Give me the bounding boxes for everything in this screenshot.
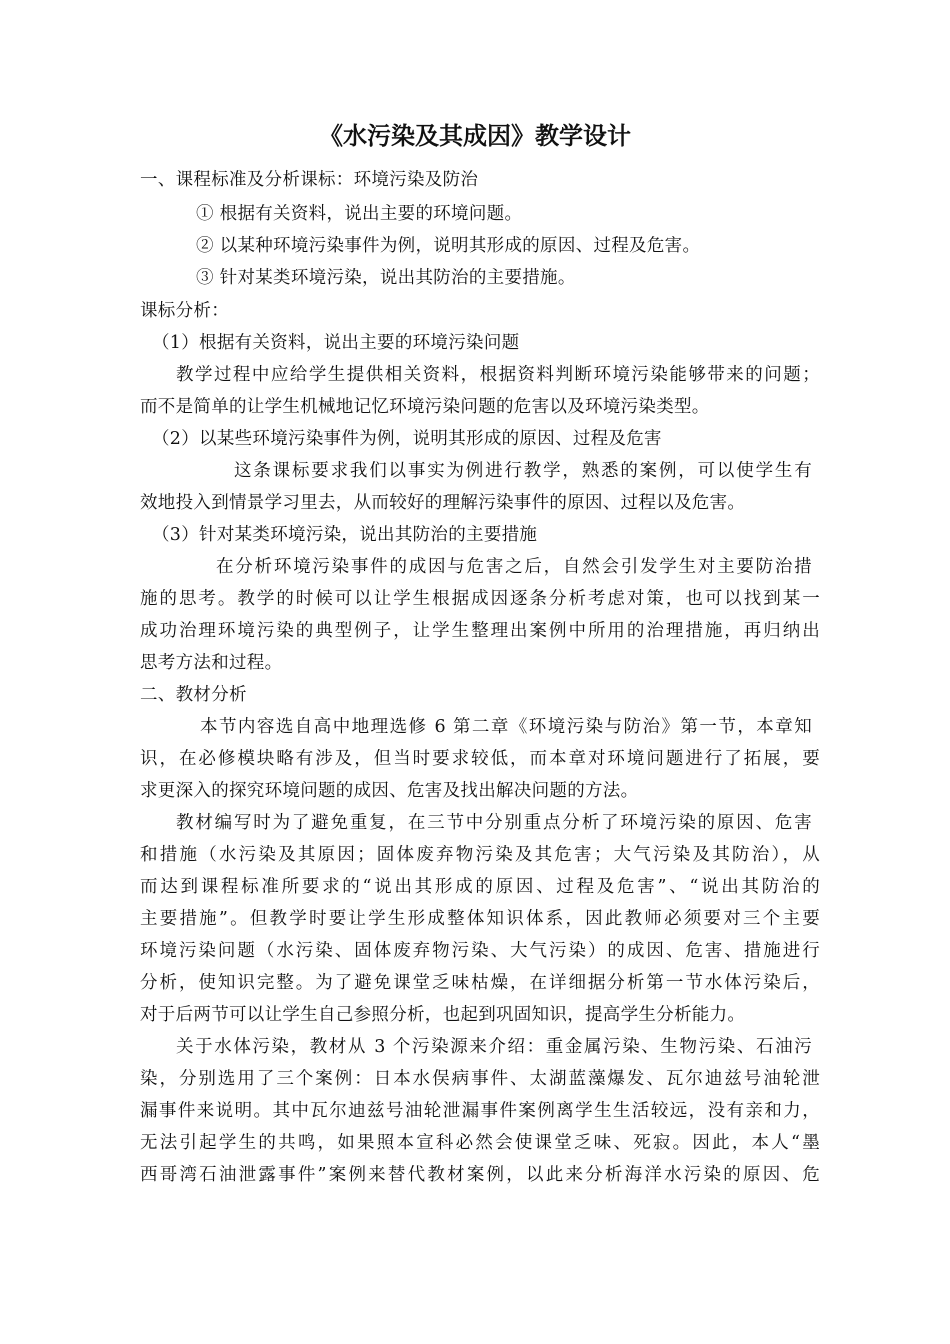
subheading: （2）以某些环境污染事件为例，说明其形成的原因、过程及危害 bbox=[152, 429, 662, 449]
paragraph-line: 而不是简单的让学生机械地记忆环境污染问题的危害以及环境污染类型。 bbox=[140, 397, 710, 417]
subheading: （1）根据有关资料，说出主要的环境污染问题 bbox=[152, 333, 520, 353]
paragraph-line: 主要措施”。但教学时要让学生形成整体知识体系，因此教师必须要对三个主要 bbox=[140, 909, 820, 929]
section-heading: 二、教材分析 bbox=[140, 685, 247, 705]
paragraph-line: 识，在必修模块略有涉及，但当时要求较低，而本章对环境问题进行了拓展，要 bbox=[140, 749, 820, 769]
paragraph-line: 环境污染问题（水污染、固体废弃物污染、大气污染）的成因、危害、措施进行 bbox=[140, 941, 820, 961]
paragraph-line: 染，分别选用了三个案例：日本水俣病事件、太湖蓝藻爆发、瓦尔迪兹号油轮泄 bbox=[140, 1069, 820, 1089]
paragraph-line: 对于后两节可以让学生自己参照分析，也起到巩固知识，提高学生分析能力。 bbox=[140, 1005, 746, 1025]
section-heading: 一、课程标准及分析课标：环境污染及防治 bbox=[140, 170, 479, 190]
paragraph-line: 关于水体污染，教材从 3 个污染源来介绍：重金属污染、生物污染、石油污 bbox=[176, 1037, 812, 1057]
paragraph-line: 施的思考。教学的时候可以让学生根据成因逐条分析考虑对策，也可以找到某一 bbox=[140, 589, 820, 609]
paragraph-line: 这条课标要求我们以事实为例进行教学，熟悉的案例，可以使学生有 bbox=[234, 461, 812, 481]
paragraph-line: 教材编写时为了避免重复，在三节中分别重点分析了环境污染的原因、危害 bbox=[176, 813, 812, 833]
paragraph-line: 教学过程中应给学生提供相关资料，根据资料判断环境污染能够带来的问题； bbox=[176, 365, 820, 385]
document-title: 《水污染及其成因》教学设计 bbox=[319, 122, 631, 150]
paragraph-line: 和措施（水污染及其原因；固体废弃物污染及其危害；大气污染及其防治），从 bbox=[140, 845, 820, 865]
list-item: ③ 针对某类环境污染，说出其防治的主要措施。 bbox=[196, 268, 576, 288]
paragraph-line: 在分析环境污染事件的成因与危害之后，自然会引发学生对主要防治措 bbox=[216, 557, 812, 577]
paragraph-line: 效地投入到情景学习里去，从而较好的理解污染事件的原因、过程以及危害。 bbox=[140, 493, 746, 513]
paragraph-line: 本节内容选自高中地理选修 6 第二章《环境污染与防治》第一节，本章知 bbox=[200, 717, 812, 737]
paragraph-line: 无法引起学生的共鸣，如果照本宣科必然会使课堂乏味、死寂。因此，本人“墨 bbox=[140, 1133, 820, 1153]
paragraph-line: 课标分析： bbox=[140, 301, 229, 321]
paragraph-line: 思考方法和过程。 bbox=[140, 653, 283, 673]
paragraph-line: 求更深入的探究环境问题的成因、危害及找出解决问题的方法。 bbox=[140, 781, 639, 801]
list-item: ② 以某种环境污染事件为例，说明其形成的原因、过程及危害。 bbox=[196, 236, 701, 256]
paragraph-line: 分析，使知识完整。为了避免课堂乏味枯燥，在详细据分析第一节水体污染后， bbox=[140, 973, 820, 993]
paragraph-line: 漏事件来说明。其中瓦尔迪兹号油轮泄漏事件案例离学生生活较远，没有亲和力， bbox=[140, 1101, 820, 1121]
list-item: ① 根据有关资料，说出主要的环境问题。 bbox=[196, 204, 523, 224]
subheading: （3）针对某类环境污染，说出其防治的主要措施 bbox=[152, 525, 538, 545]
paragraph-line: 成功治理环境污染的典型例子，让学生整理出案例中所用的治理措施，再归纳出 bbox=[140, 621, 820, 641]
paragraph-line: 而达到课程标准所要求的“说出其形成的原因、过程及危害”、“说出其防治的 bbox=[140, 877, 820, 897]
paragraph-line: 西哥湾石油泄露事件”案例来替代教材案例，以此来分析海洋水污染的原因、危 bbox=[140, 1165, 820, 1185]
